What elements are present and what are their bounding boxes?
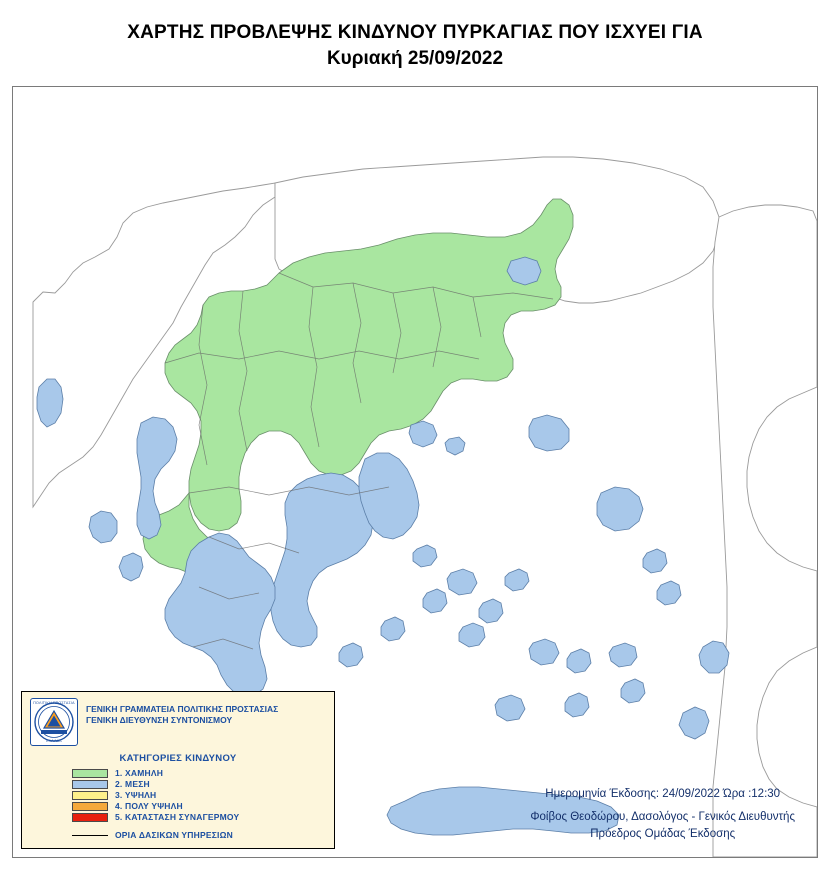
title-line-2: Κυριακή 25/09/2022 bbox=[326, 48, 504, 69]
legend-panel bbox=[21, 691, 335, 849]
legend-label-very-high: 4. ΠΟΛΥ ΥΨΗΛΗ bbox=[115, 801, 183, 811]
legend-item-1 bbox=[72, 768, 326, 778]
legend-label-alarm: 5. ΚΑΤΑΣΤΑΣΗ ΣΥΝΑΓΕΡΜΟΥ bbox=[115, 812, 240, 822]
legend-label-low: 1. ΧΑΜΗΛΗ bbox=[115, 768, 164, 778]
org-line-1: ΓΕΝΙΚΗ ΓΡΑΜΜΑΤΕΙΑ ΠΟΛΙΤΙΚΗΣ ΠΡΟΣΤΑΣΙΑΣ bbox=[86, 704, 279, 714]
legend-label-high: 3. ΥΨΗΛΗ bbox=[115, 790, 157, 800]
legend-item-2 bbox=[72, 779, 326, 789]
legend-swatch-medium bbox=[72, 780, 108, 789]
civil-protection-logo-icon bbox=[30, 698, 78, 746]
org-line-2: ΓΕΝΙΚΗ ΔΙΕΥΘΥΝΣΗ ΣΥΝΤΟΝΙΣΜΟΥ bbox=[86, 715, 233, 725]
legend-swatch-boundary-line bbox=[72, 835, 108, 836]
legend-swatch-high bbox=[72, 791, 108, 800]
legend-label-medium: 2. ΜΕΣΗ bbox=[115, 779, 150, 789]
legend-swatch-low bbox=[72, 769, 108, 778]
legend-item-4 bbox=[72, 801, 326, 811]
page-title bbox=[0, 0, 830, 72]
legend-swatch-alarm bbox=[72, 813, 108, 822]
issue-info bbox=[530, 786, 795, 843]
logo-bottom-text: ΕΛΛΑΔΑ bbox=[46, 739, 62, 743]
title-line-1: ΧΑΡΤΗΣ ΠΡΟΒΛΕΨΗΣ ΚΙΝΔΥΝΟΥ ΠΥΡΚΑΓΙΑΣ ΠΟΥ ΙΣΧΥΕΙ ΓΙΑ bbox=[127, 22, 703, 43]
legend-item-3 bbox=[72, 790, 326, 800]
legend-organization bbox=[86, 698, 278, 726]
map-frame bbox=[12, 86, 818, 858]
issuer-title-row: Πρόεδρος Ομάδας Έκδοσης bbox=[590, 828, 736, 840]
issuer-name-row: Φοίβος Θεοδώρου, Δασολόγος - Γενικός Διευθυντής bbox=[530, 811, 795, 823]
logo-top-text: ΠΟΛΙΤΙΚΗ ΠΡΟΣΤΑΣΙΑ bbox=[33, 701, 75, 705]
legend-label-boundary: ΟΡΙΑ ΔΑΣΙΚΩΝ ΥΠΗΡΕΣΙΩΝ bbox=[115, 830, 233, 840]
legend-item-boundary bbox=[72, 830, 326, 840]
legend-categories-title: ΚΑΤΗΓΟΡΙΕΣ ΚΙΝΔΥΝΟΥ bbox=[119, 753, 237, 764]
legend-swatch-very-high bbox=[72, 802, 108, 811]
legend-header bbox=[30, 698, 326, 746]
legend-item-5 bbox=[72, 812, 326, 822]
issue-date-row: Ημερομηνία Έκδοσης: 24/09/2022 Ώρα :12:30 bbox=[545, 788, 781, 800]
